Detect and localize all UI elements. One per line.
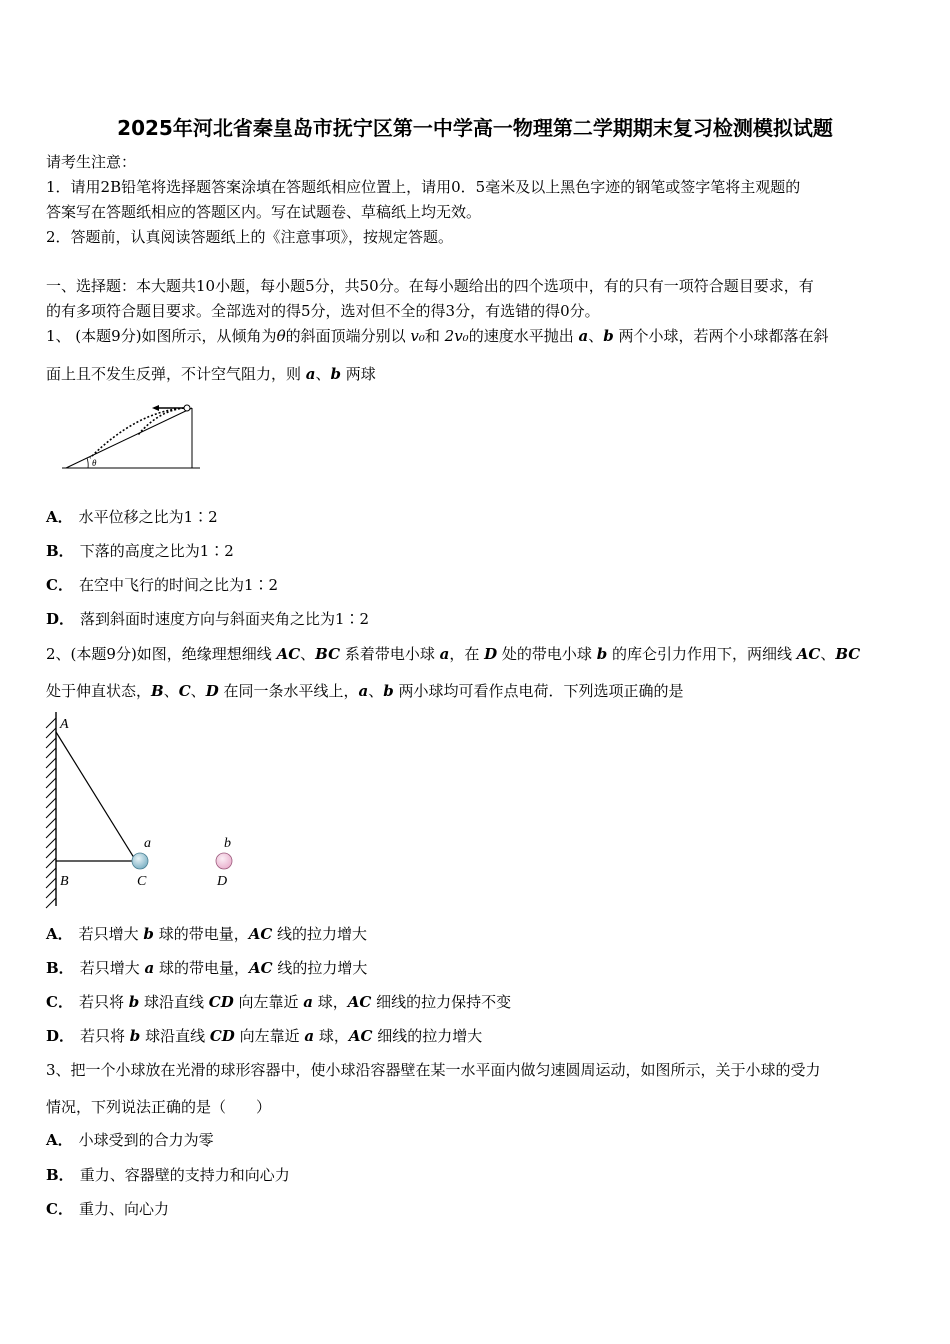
section-line-2: 的有多项符合题目要求。全部选对的得5分，选对但不全的得3分，有选错的得0分。 xyxy=(46,302,600,320)
q3-stem-line-1: 3、把一个小球放在光滑的球形容器中，使小球沿容器壁在某一水平面内做匀速圆周运动，如图所示，关于小球的受力 xyxy=(46,1061,821,1079)
option-text: 小球受到的合力为零 xyxy=(78,1131,214,1149)
option-text: 球沿直线 xyxy=(140,1027,210,1045)
option-text: 向左靠近 xyxy=(234,1027,305,1045)
q2-text: 处于伸直状态， xyxy=(46,682,152,700)
q2-text: 2、(本题9分)如图，绝缘理想细线 xyxy=(46,645,277,663)
notice-line-1: 1．请用2B铅笔将选择题答案涂填在答题纸相应位置上，请用0．5毫米及以上黑色字迹的钢笔或签字笔将主观题的 xyxy=(46,178,801,196)
q3-option-b[interactable] xyxy=(46,1165,290,1185)
option-letter: B． xyxy=(46,542,74,560)
q1-text: 面上且不发生反弹，不计空气阻力，则 xyxy=(46,365,306,383)
string-ac xyxy=(56,732,136,861)
q2-var: D xyxy=(205,682,219,700)
option-text: 球的带电量， xyxy=(153,925,249,943)
option-text: 向左靠近 xyxy=(233,993,304,1011)
option-var: AC xyxy=(348,1027,373,1045)
q1-text: 的速度水平抛出 xyxy=(468,327,579,345)
option-text: 若只将 xyxy=(80,1027,130,1045)
option-text: 重力、容器壁的支持力和向心力 xyxy=(79,1166,290,1184)
angle-arc xyxy=(87,458,88,468)
q1-text: 和 xyxy=(424,327,445,345)
q1-option-c[interactable] xyxy=(46,575,278,595)
option-text: 细线的拉力增大 xyxy=(372,1027,483,1045)
q1-option-a[interactable] xyxy=(46,507,218,527)
option-letter: D． xyxy=(46,1027,75,1045)
page-title: 2025年河北省秦皇岛市抚宁区第一中学高一物理第二学期期末复习检测模拟试题 xyxy=(117,116,833,140)
ball-b xyxy=(216,853,232,869)
q2-text: 系着带电小球 xyxy=(340,645,440,663)
ball-at-top xyxy=(184,405,190,411)
option-var: AC xyxy=(248,959,273,977)
option-text: 球的带电量， xyxy=(154,959,249,977)
q1-v0: v₀ xyxy=(410,327,425,345)
q2-stem-line-1 xyxy=(46,644,860,664)
option-text: 下落的高度之比为1∶2 xyxy=(79,542,234,560)
option-text: 线的拉力增大 xyxy=(272,925,368,943)
q1-text: 、 xyxy=(315,365,331,383)
q2-option-a[interactable] xyxy=(46,924,367,944)
option-text: 重力、向心力 xyxy=(78,1200,169,1218)
q1-ball-a: a xyxy=(578,327,589,345)
option-text: 在空中飞行的时间之比为1∶2 xyxy=(78,576,279,594)
q1-incline-figure xyxy=(58,398,206,474)
q1-text: 1、 (本题9分)如图所示，从倾角为 xyxy=(46,327,277,345)
q2-option-b[interactable] xyxy=(46,958,367,978)
q2-text: 、 xyxy=(820,645,836,663)
q1-theta: θ xyxy=(276,327,286,345)
q2-stem-line-2 xyxy=(46,681,684,701)
q2-var: a xyxy=(358,682,369,700)
option-text: 细线的拉力保持不变 xyxy=(371,993,512,1011)
q3-option-c[interactable] xyxy=(46,1199,169,1219)
notice-heading: 请考生注意： xyxy=(46,153,137,171)
q2-text: 的库仑引力作用下，两细线 xyxy=(607,645,797,663)
option-letter: B． xyxy=(46,959,74,977)
section-line-1: 一、选择题：本大题共10小题，每小题5分，共50分。在每小题给出的四个选项中，有的只有一项符合题目要求，有 xyxy=(46,277,814,295)
q2-var: C xyxy=(178,682,191,700)
ball-a xyxy=(132,853,148,869)
option-letter: D． xyxy=(46,610,75,628)
arrow-head-icon xyxy=(152,405,159,411)
q2-string-figure xyxy=(40,710,260,910)
q3-stem-line-2: 情况，下列说法正确的是（ ） xyxy=(46,1098,272,1116)
label-C: C xyxy=(137,874,147,889)
angle-label: θ xyxy=(92,458,97,468)
q2-var: b xyxy=(596,645,608,663)
q1-text: 的斜面顶端分别以 xyxy=(285,327,411,345)
option-var: AC xyxy=(248,925,273,943)
q1-text: 两球 xyxy=(341,365,376,383)
option-text: 球， xyxy=(314,1027,349,1045)
q1-ball-b: b xyxy=(603,327,614,345)
q2-text: 、 xyxy=(163,682,179,700)
option-letter: C． xyxy=(46,1200,73,1218)
q2-var: D xyxy=(484,645,498,663)
option-text: 若只增大 xyxy=(79,959,145,977)
q2-text: 在同一条水平线上， xyxy=(218,682,359,700)
option-text: 球沿直线 xyxy=(139,993,209,1011)
q2-text: 、 xyxy=(190,682,206,700)
option-letter: C． xyxy=(46,993,73,1011)
q2-var: BC xyxy=(315,645,341,663)
option-letter: A． xyxy=(46,508,73,526)
q2-text: 、 xyxy=(368,682,384,700)
q1-ball-b: b xyxy=(330,365,342,383)
label-D: D xyxy=(217,874,228,889)
label-B: B xyxy=(60,874,69,889)
q1-text: 、 xyxy=(588,327,604,345)
q1-2v0: 2v₀ xyxy=(444,327,469,345)
q2-var: AC xyxy=(276,645,301,663)
q1-option-b[interactable] xyxy=(46,541,234,561)
q3-option-a[interactable] xyxy=(46,1130,214,1150)
option-var: CD xyxy=(209,1027,235,1045)
option-var: a xyxy=(304,1027,315,1045)
option-text: 若只将 xyxy=(78,993,129,1011)
q2-option-c[interactable] xyxy=(46,992,511,1012)
q2-var: B xyxy=(151,682,164,700)
q2-var: b xyxy=(383,682,394,700)
option-var: b xyxy=(128,993,140,1011)
q2-text: ，在 xyxy=(449,645,485,663)
q1-stem-line-2 xyxy=(46,364,376,384)
q2-var: BC xyxy=(835,645,861,663)
option-text: 水平位移之比为1∶2 xyxy=(78,508,218,526)
option-letter: A． xyxy=(46,1131,73,1149)
wall-hatching xyxy=(46,718,56,908)
incline-line xyxy=(66,408,192,468)
q1-text: 两个小球，若两个小球都落在斜 xyxy=(613,327,829,345)
label-a: a xyxy=(144,836,151,851)
option-text: 若只增大 xyxy=(78,925,144,943)
option-text: 落到斜面时速度方向与斜面夹角之比为1∶2 xyxy=(80,610,370,628)
option-var: a xyxy=(144,959,155,977)
q2-var: a xyxy=(439,645,450,663)
option-letter: C． xyxy=(46,576,73,594)
option-var: a xyxy=(303,993,314,1011)
q2-text: 、 xyxy=(300,645,316,663)
notice-line-3: 2．答题前，认真阅读答题纸上的《注意事项》，按规定答题。 xyxy=(46,228,454,246)
q2-option-d[interactable] xyxy=(46,1026,482,1046)
label-A: A xyxy=(60,717,69,732)
notice-line-2: 答案写在答题纸相应的答题区内。写在试题卷、草稿纸上均无效。 xyxy=(46,203,482,221)
trajectory-b xyxy=(90,408,184,458)
option-text: 球， xyxy=(313,993,348,1011)
option-text: 线的拉力增大 xyxy=(272,959,368,977)
q2-text: 处的带电小球 xyxy=(497,645,597,663)
option-letter: B． xyxy=(46,1166,74,1184)
q2-var: AC xyxy=(796,645,821,663)
option-var: AC xyxy=(347,993,372,1011)
q1-option-d[interactable] xyxy=(46,609,369,629)
q1-stem-line-1 xyxy=(46,326,829,346)
option-var: b xyxy=(143,925,154,943)
option-var: CD xyxy=(208,993,234,1011)
option-var: b xyxy=(129,1027,141,1045)
label-b: b xyxy=(224,836,231,851)
option-letter: A． xyxy=(46,925,73,943)
q1-ball-a: a xyxy=(305,365,316,383)
q2-text: 两小球均可看作点电荷．下列选项正确的是 xyxy=(393,682,684,700)
